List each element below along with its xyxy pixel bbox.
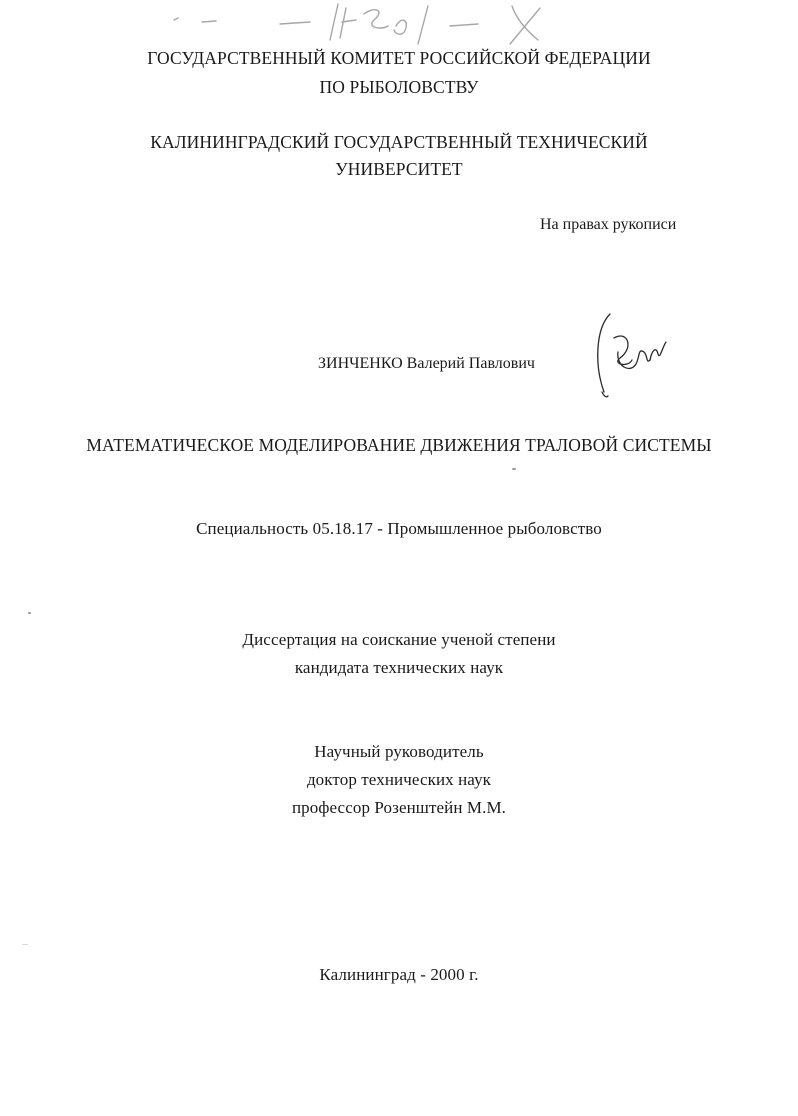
scan-speck	[28, 612, 31, 614]
author-signature	[588, 308, 678, 400]
scan-speck	[512, 468, 516, 470]
specialty-line: Специальность 05.18.17 - Промышленное рыболовство	[196, 519, 602, 538]
supervisor-line-2: доктор технических наук	[306, 770, 492, 789]
author-name: ЗИНЧЕНКО Валерий Павлович	[318, 355, 535, 372]
committee-line-2: ПО РЫБОЛОВСТВУ	[319, 77, 479, 97]
dissertation-title: МАТЕМАТИЧЕСКОЕ МОДЕЛИРОВАНИЕ ДВИЖЕНИЯ ТРАЛОВОЙ СИСТЕМЫ	[86, 435, 712, 455]
committee-line-1: ГОСУДАРСТВЕННЫЙ КОМИТЕТ РОССИЙСКОЙ ФЕДЕРАЦИИ	[147, 48, 651, 68]
supervisor-line-3: профессор Розенштейн М.М.	[291, 798, 507, 817]
supervisor-line-1: Научный руководитель	[314, 742, 484, 761]
handwritten-archive-mark	[160, 0, 580, 48]
degree-line-1: Диссертация на соискание ученой степени	[242, 630, 556, 649]
university-line-1: КАЛИНИНГРАДСКИЙ ГОСУДАРСТВЕННЫЙ ТЕХНИЧЕСКИЙ	[150, 132, 648, 152]
scan-speck	[22, 944, 28, 945]
place-year: Калининград - 2000 г.	[319, 965, 479, 984]
manuscript-note: На правах рукописи	[540, 216, 677, 233]
degree-line-2: кандидата технических наук	[294, 658, 504, 677]
university-line-2: УНИВЕРСИТЕТ	[335, 159, 463, 179]
